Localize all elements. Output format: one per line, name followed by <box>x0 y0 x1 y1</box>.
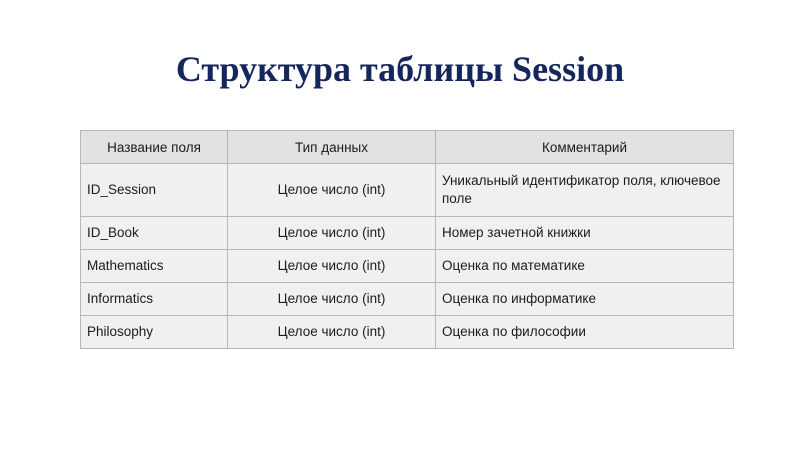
fields-table <box>80 130 734 349</box>
comment-cell: Оценка по информатике <box>436 283 734 316</box>
page-title: Структура таблицы Session <box>175 49 625 89</box>
field-name-cell: ID_Book <box>81 217 228 250</box>
table-row <box>81 164 734 217</box>
table-row <box>81 250 734 283</box>
data-type-cell: Целое число (int) <box>228 217 436 250</box>
data-type-cell: Целое число (int) <box>228 316 436 349</box>
data-type-cell: Целое число (int) <box>228 164 436 217</box>
comment-cell: Оценка по философии <box>436 316 734 349</box>
field-name-cell: Mathematics <box>81 250 228 283</box>
column-header-comment: Комментарий <box>436 131 734 164</box>
column-header-field-name: Название поля <box>81 131 228 164</box>
comment-cell: Оценка по математике <box>436 250 734 283</box>
comment-cell: Номер зачетной книжки <box>436 217 734 250</box>
table-header-row <box>81 131 734 164</box>
table-row <box>81 316 734 349</box>
field-name-cell: ID_Session <box>81 164 228 217</box>
table-row <box>81 283 734 316</box>
data-type-cell: Целое число (int) <box>228 283 436 316</box>
field-name-cell: Informatics <box>81 283 228 316</box>
table-row <box>81 217 734 250</box>
column-header-data-type: Тип данных <box>228 131 436 164</box>
field-name-cell: Philosophy <box>81 316 228 349</box>
comment-cell: Уникальный идентификатор поля, ключевое поле <box>436 164 734 217</box>
data-type-cell: Целое число (int) <box>228 250 436 283</box>
